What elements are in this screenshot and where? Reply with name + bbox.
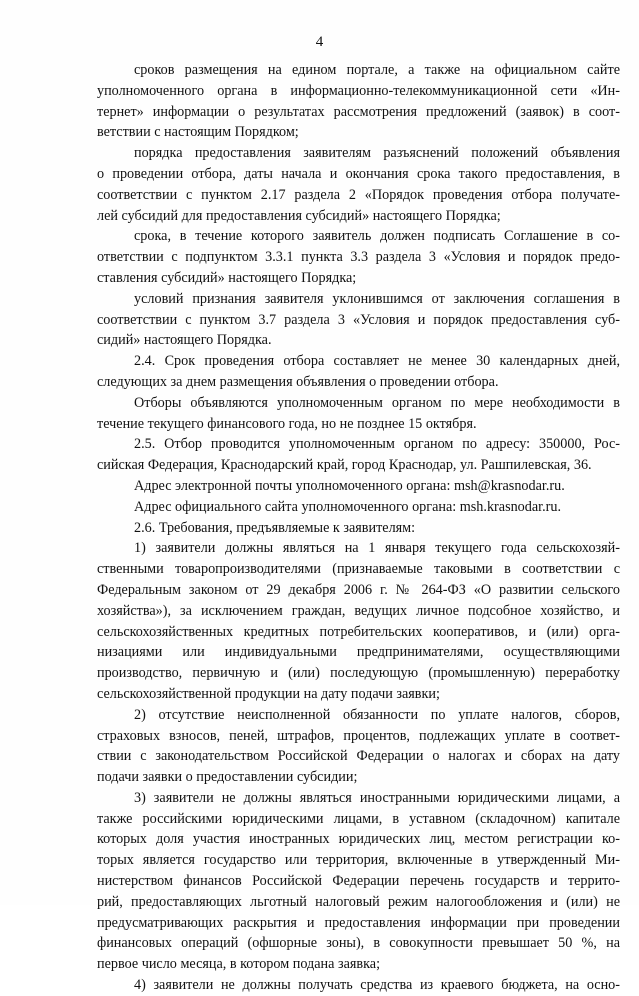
text-line: соответствии с пунктом 3.7 раздела 3 «Условия и порядок предоставления суб- bbox=[97, 311, 620, 328]
text-line: Адрес электронной почты уполномоченного органа: msh@krasnodar.ru. bbox=[134, 477, 565, 494]
text-line: хозяйства»), за исключением граждан, ведущих личное подсобное хозяйство, и bbox=[97, 602, 620, 619]
text-line: подачи заявки о предоставлении субсидии; bbox=[97, 769, 358, 786]
text-line: производство, первичную и (или) последующую (промышленную) переработку bbox=[97, 665, 620, 682]
text-line: течение текущего финансового года, но не позднее 15 октября. bbox=[97, 415, 477, 432]
text-line: ответствии с подпунктом 3.3.1 пункта 3.3 раздела 3 «Условия и порядок предо- bbox=[97, 249, 620, 266]
text-line: 3) заявители не должны являться иностранными юридическими лицами, а bbox=[134, 789, 620, 806]
text-line: 4) заявители не должны получать средства из краевого бюджета, на осно- bbox=[134, 977, 620, 994]
text-line: сроков размещения на едином портале, а также на официальном сайте bbox=[134, 62, 620, 78]
text-line: о проведении отбора, даты начала и окончания срока такого предоставления, в bbox=[97, 165, 620, 182]
text-line: сийская Федерация, Краснодарский край, город Краснодар, ул. Рашпилевская, 36. bbox=[97, 457, 592, 474]
text-line: которых доля участия иностранных юридических лиц, местом регистрации ко- bbox=[97, 831, 620, 848]
text-line: ственными товаропроизводителями (признаваемые таковыми в соответствии с bbox=[97, 561, 620, 578]
text-line: следующих за днем размещения объявления о проведении отбора. bbox=[97, 373, 499, 390]
text-line: финансовых операций (офшорные зоны), в совокупности превышает 50 %, на bbox=[97, 935, 620, 952]
text-line: рий, предоставляющих льготный налоговый режим налогообложения и (или) не bbox=[97, 893, 620, 910]
text-line: соответствии с пунктом 2.17 раздела 2 «Порядок проведения отбора получате- bbox=[97, 186, 620, 203]
text-line: 1) заявители должны являться на 1 января текущего года сельскохозяй- bbox=[134, 540, 620, 557]
text-line: нистерством финансов Российской Федерации перечень государств и террито- bbox=[97, 873, 620, 890]
text-line: условий признания заявителя уклонившимся от заключения соглашения в bbox=[134, 290, 620, 307]
text-line: Отборы объявляются уполномоченным органом по мере необходимости в bbox=[134, 394, 620, 411]
text-line: Федеральным законом от 29 декабря 2006 г. № 264-ФЗ «О развитии сельского bbox=[97, 581, 620, 598]
text-line: сельскохозяйственных кредитных потребительских кооперативов, и (или) орга- bbox=[97, 623, 620, 640]
document-body bbox=[97, 60, 620, 996]
text-line: уполномоченного органа в информационно-телекоммуникационной сети «Ин- bbox=[97, 82, 620, 99]
text-line: предусматривающих раскрытия и предоставления информации при проведении bbox=[97, 914, 620, 931]
text-line: тернет» информации о результатах рассмотрения предложений (заявок) в соот- bbox=[97, 103, 620, 120]
text-line: лей субсидий для предоставления субсидий» настоящего Порядка; bbox=[97, 207, 501, 224]
text-line: 2.4. Срок проведения отбора составляет не менее 30 календарных дней, bbox=[134, 353, 620, 370]
text-line: порядка предоставления заявителям разъяснений положений объявления bbox=[134, 145, 620, 162]
text-line: сельскохозяйственной продукции на дату подачи заявки; bbox=[97, 685, 440, 702]
text-line: Адрес официального сайта уполномоченного органа: msh.krasnodar.ru. bbox=[134, 498, 562, 515]
text-line: первое число месяца, в котором подана заявка; bbox=[97, 956, 381, 973]
page-number: 4 bbox=[315, 34, 324, 50]
text-line: также российскими юридическими лицами, в уставном (складочном) капитале bbox=[97, 810, 620, 827]
text-line: сидий» настоящего Порядка. bbox=[97, 332, 272, 349]
text-line: страховых взносов, пеней, штрафов, процентов, подлежащих уплате в соответ- bbox=[97, 727, 620, 744]
text-line: ставления субсидий» настоящего Порядка; bbox=[97, 269, 357, 286]
text-line: 2.6. Требования, предъявляемые к заявителям: bbox=[134, 519, 416, 536]
text-line: срока, в течение которого заявитель должен подписать Соглашение в со- bbox=[134, 228, 620, 245]
text-line: низациями или индивидуальными предпринимателями, осуществляющими bbox=[97, 644, 620, 661]
text-line: 2.5. Отбор проводится уполномоченным органом по адресу: 350000, Рос- bbox=[134, 436, 620, 453]
text-line: торых является государство или территория, включенные в утвержденный Ми- bbox=[97, 852, 620, 869]
text-line: ветствии с настоящим Порядком; bbox=[97, 124, 299, 141]
text-line: 2) отсутствие неисполненной обязанности по уплате налогов, сборов, bbox=[134, 706, 620, 723]
text-line: ствии с законодательством Российской Федерации о налогах и сборах на дату bbox=[97, 748, 620, 765]
